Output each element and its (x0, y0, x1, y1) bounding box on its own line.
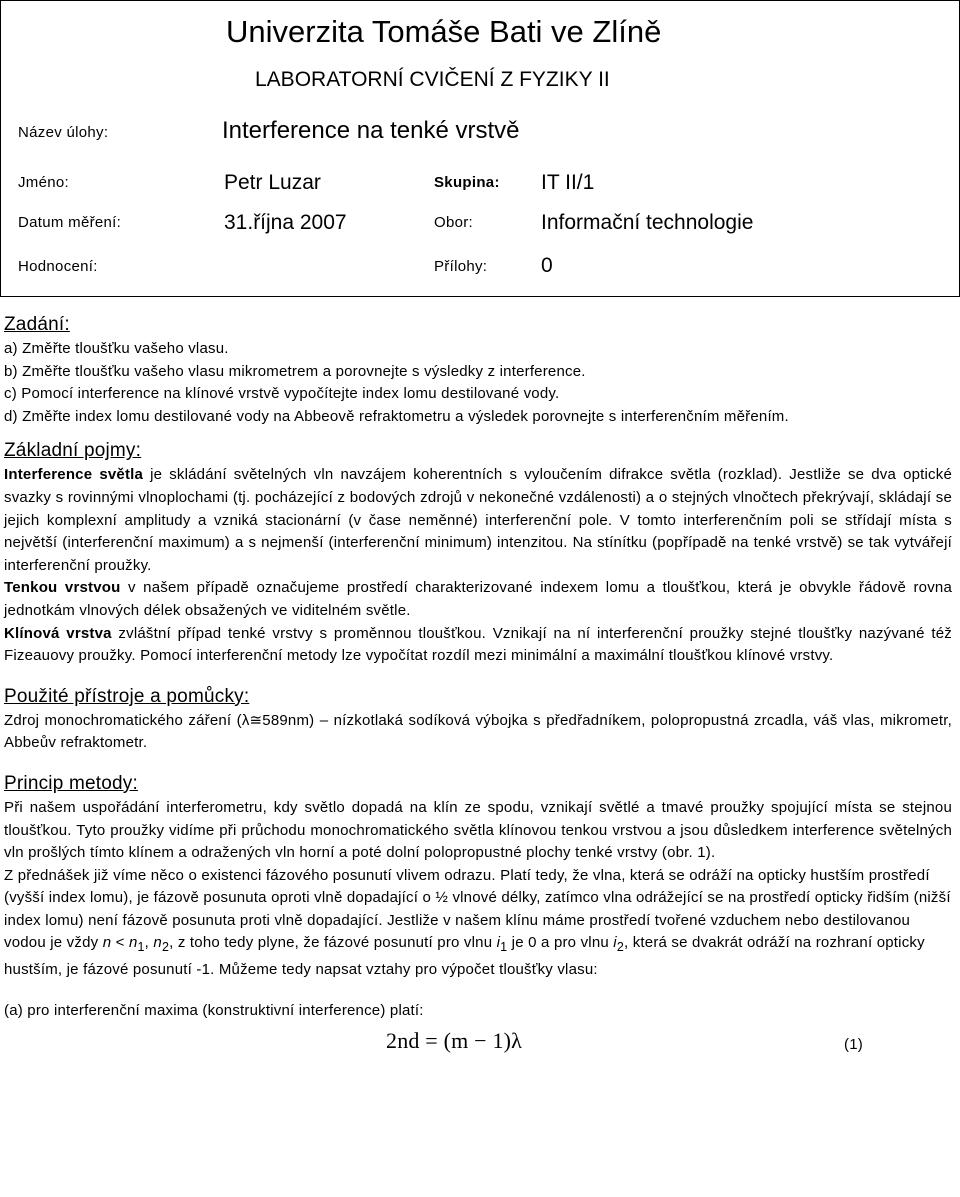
pojmy-heading: Základní pojmy: (4, 440, 142, 462)
princip-paragraph-3: (a) pro interferenční maxima (konstruktivní interference) platí: (4, 1001, 424, 1019)
pojmy-paragraph-klinova-vrstva: Klínová vrstva zvláštní případ tenké vrstvy s proměnnou tloušťkou. Vznikají na ní interferenční proužky stejné tloušťky nazývané též Fizeauovy proužky. Pomocí interferenční metody lze vypočítat rozdíl mezi minimální a maximální tloušťkou klínové vrstvy. (4, 624, 952, 665)
date-label: Datum měření: (18, 214, 122, 231)
group-label: Skupina: (434, 174, 500, 191)
princip-heading: Princip metody: (4, 772, 138, 794)
pristroje-paragraph: Zdroj monochromatického záření (λ≅589nm) – nízkotlaká sodíková výbojka s předřadníkem, polopropustná zrcadla, váš vlas, mikrometr, Abbeův refraktometr. (4, 711, 952, 752)
name-label: Jméno: (18, 174, 69, 191)
date-value: 31.října 2007 (224, 211, 347, 234)
equation-number: (1) (844, 1036, 863, 1054)
pojmy-paragraph-tenka-vrstva: Tenkou vrstvou v našem případě označujeme prostředí charakterizované indexem lomu a tloušťkou, která je obvykle řádově rovna jednotkám vlnových délek obsažených ve viditelném světle. (4, 579, 952, 619)
zadani-item: a) Změřte tloušťku vašeho vlasu. (4, 340, 229, 357)
equation-line (4, 1022, 952, 1062)
term-interference: Interference světla (4, 466, 144, 484)
field-value: Informační technologie (541, 211, 754, 234)
name-value: Petr Luzar (224, 171, 321, 194)
zadani-item: b) Změřte tloušťku vašeho vlasu mikrometrem a porovnejte s výsledky z interference. (4, 362, 586, 380)
term-klinova-vrstva: Klínová vrstva (4, 624, 112, 642)
university-title: Univerzita Tomáše Bati ve Zlíně (226, 14, 662, 49)
attach-label: Přílohy: (434, 258, 488, 275)
equation: 2nd = (m − 1)λ (386, 1028, 523, 1054)
document-body (4, 312, 952, 1062)
zadani-item: d) Změřte index lomu destilované vody na Abbeově refraktometru a výsledek porovnejte s interferenčním měřením. (4, 407, 789, 425)
princip-paragraph-1: Při našem uspořádání interferometru, kdy světlo dopadá na klín ze spodu, vznikají světlé a tmavé proužky spojující místa se stejnou tloušťkou. Tyto proužky vidíme při průchodu monochromatického světla klínovou tenkou vrstvou a jsou důsledkem interference světelných vln prošlých tímto klínem a odražených vln horní a poté dolní polopropustné plochy tenké vrstvy (obr. 1). (4, 798, 952, 862)
attach-value: 0 (541, 254, 553, 277)
zadani-item: c) Pomocí interference na klínové vrstvě vypočítejte index lomu destilované vody. (4, 385, 560, 403)
term-tenka-vrstva: Tenkou vrstvou (4, 579, 121, 597)
pojmy-paragraph-interference: Interference světla je skládání světelných vln navzájem koherentních s vyloučením difrakce světla (rozklad). Jestliže se dva optické svazky s rovinnými vlnoplochami (tj. pocházející z bodových zdrojů v nekonečné vzdálenosti) a o stejných vlnočtech překrývají, skládají se jejich komplexní amplitudy a vzniká stacionární (v čase neměnné) interferenční pole. V tomto interferenčním poli se střídají místa s největší (interferenční maximum) a s nejmenší (interferenční minimum) intenzitou. Na stínítku (popřípadě na tenké vrstvě) se tak vytvářejí interferenční proužky. (4, 466, 952, 574)
pristroje-heading: Použité přístroje a pomůcky: (4, 685, 250, 707)
course-title: LABORATORNÍ CVIČENÍ Z FYZIKY II (255, 68, 610, 91)
task-label: Název úlohy: (18, 124, 109, 141)
princip-paragraph-2: Z přednášek již víme něco o existenci fázového posunutí vlivem odrazu. Platí tedy, že vlna, která se odráží na opticky hustším prostředí (vyšší index lomu), je fázově posunuta oproti vlně dopadající o ½ vlnové délky, zatímco vlna odrážející se na prostředí opticky řidším (nižší index lomu) není fázově posunuta proti vlně dopadající. Jestliže v našem klínu máme prostředí tvořené vzduchem nebo destilovanou vodou je vždy $n < n_1$, $n_2$, z toho tedy plyne, že fázové posunutí pro vlnu $i_1$ je 0 a pro vlnu $i_2$, která se dvakrát odráží na rozhraní opticky hustším, je fázové posunutí -1. Můžeme tedy napsat vztahy pro výpočet tloušťky vlasu: (4, 866, 951, 979)
group-value: IT II/1 (541, 171, 595, 194)
field-label: Obor: (434, 214, 474, 231)
zadani-heading: Zadání: (4, 314, 70, 335)
task-value: Interference na tenké vrstvě (222, 117, 520, 144)
grade-label: Hodnocení: (18, 258, 98, 275)
